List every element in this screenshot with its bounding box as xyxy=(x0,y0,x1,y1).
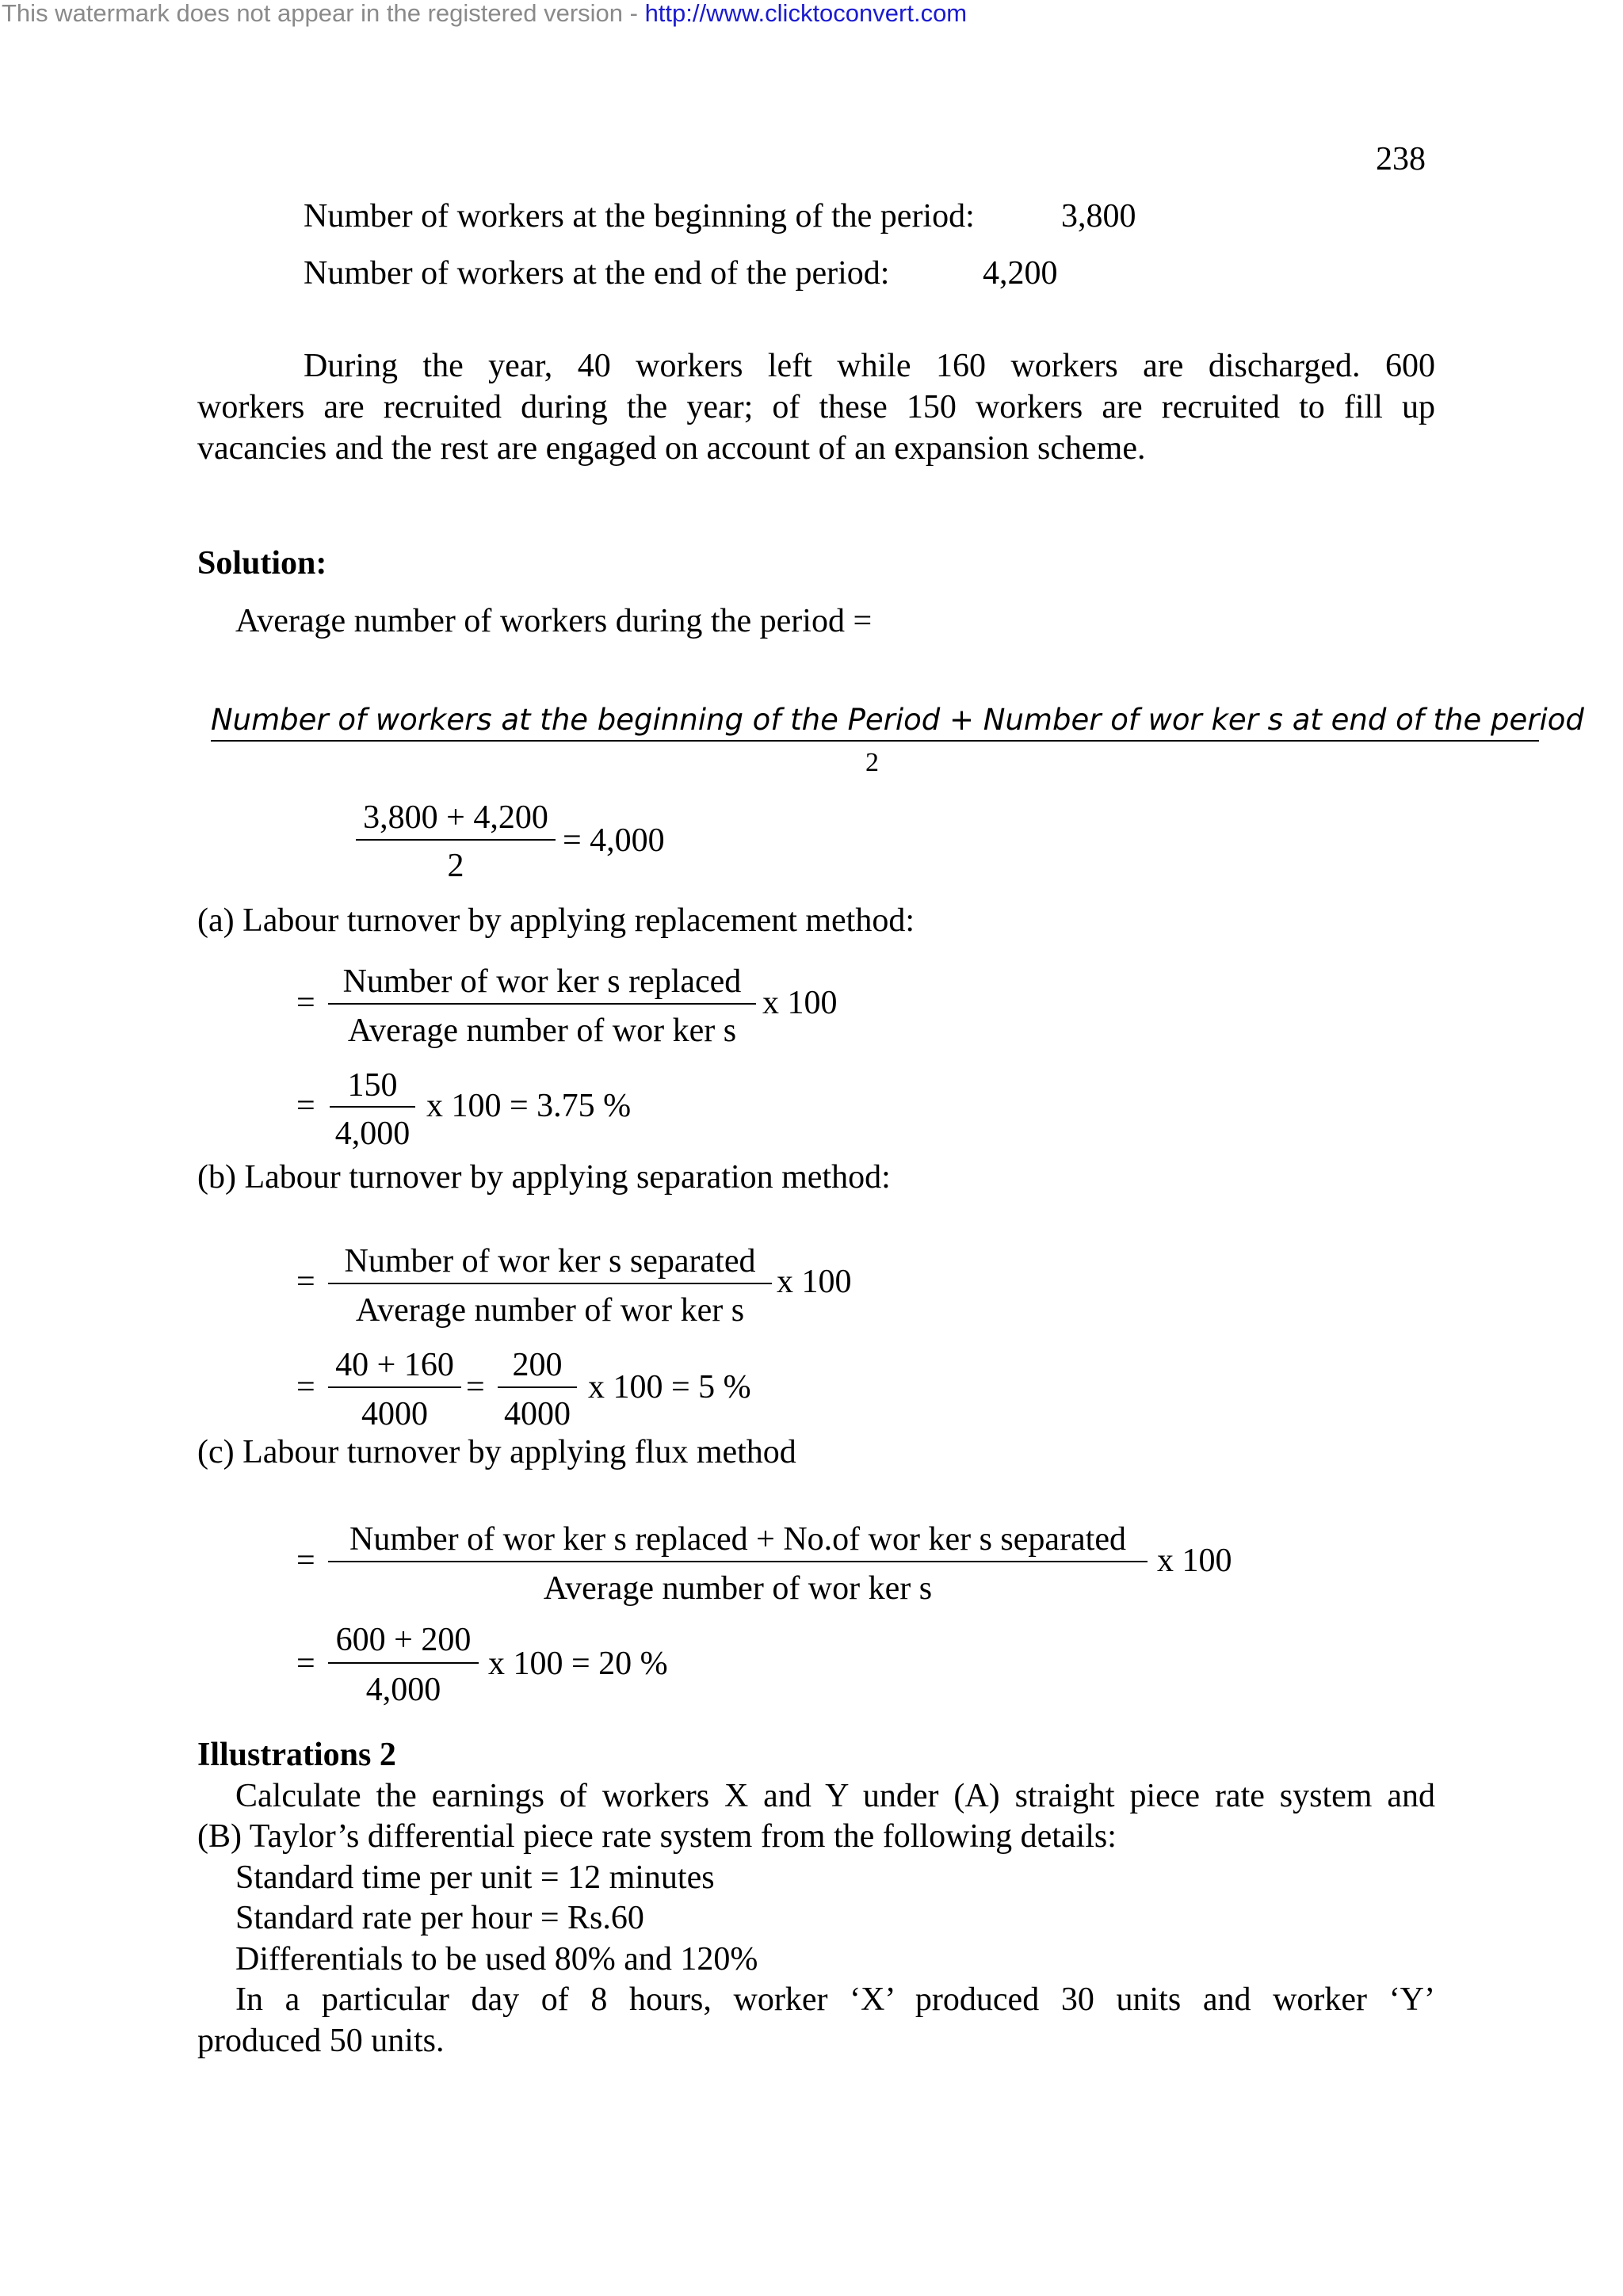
method-a-formula-multiplier: x 100 xyxy=(762,985,838,1021)
method-a-heading: (a) Labour turnover by applying replacement method: xyxy=(197,902,915,939)
method-c-calc-numerator: 600 + 200 xyxy=(335,1622,472,1658)
illustration-line-3: Standard time per unit = 12 minutes xyxy=(235,1859,715,1896)
method-a-calc-numerator: 150 xyxy=(347,1067,398,1104)
paragraph-line-3: vacancies and the rest are engaged on account of an expansion scheme. xyxy=(197,430,1146,467)
method-b-calc2-denominator: 4000 xyxy=(504,1396,571,1432)
average-calc-result: = 4,000 xyxy=(563,822,665,859)
method-a-calc-fraction-bar xyxy=(330,1106,415,1108)
method-c-calc-result: x 100 = 20 % xyxy=(488,1646,668,1682)
watermark xyxy=(2,0,967,28)
watermark-link[interactable]: http://www.clicktoconvert.com xyxy=(644,0,968,27)
page-number: 238 xyxy=(1376,141,1426,177)
method-b-calc1-numerator: 40 + 160 xyxy=(335,1347,454,1383)
method-b-calc2-numerator: 200 xyxy=(512,1347,563,1383)
method-a-formula-fraction-bar xyxy=(328,1003,756,1005)
illustration-line-1: Calculate the earnings of workers X and Y under (A) straight piece rate system and xyxy=(235,1778,1435,1814)
method-b-calc1-denominator: 4000 xyxy=(361,1396,428,1432)
average-calc-numerator: 3,800 + 4,200 xyxy=(363,799,548,836)
given-value-beginning: 3,800 xyxy=(1061,198,1136,235)
watermark-text: This watermark does not appear in the registered version - xyxy=(2,0,645,27)
given-value-end: 4,200 xyxy=(983,255,1058,292)
method-c-formula-denominator: Average number of wor ker s xyxy=(543,1570,933,1607)
method-b-formula-numerator: Number of wor ker s separated xyxy=(344,1243,756,1280)
method-a-calc-equals: = xyxy=(296,1088,315,1124)
method-b-formula-denominator: Average number of wor ker s xyxy=(355,1292,745,1329)
illustration-heading: Illustrations 2 xyxy=(197,1737,396,1773)
method-c-formula-numerator: Number of wor ker s replaced + No.of wor ker s separated xyxy=(349,1521,1126,1558)
paragraph-line-2: workers are recruited during the year; of these 150 workers are recruited to fill up xyxy=(197,389,1435,425)
method-c-calc-fraction-bar xyxy=(328,1662,479,1664)
average-calc-fraction-bar xyxy=(356,839,556,841)
method-b-formula-multiplier: x 100 xyxy=(777,1264,852,1300)
method-c-heading: (c) Labour turnover by applying flux method xyxy=(197,1434,796,1470)
method-b-calc2-fraction-bar xyxy=(498,1386,577,1388)
illustration-line-7: produced 50 units. xyxy=(197,2023,445,2059)
method-c-formula-fraction-bar xyxy=(328,1561,1148,1562)
method-b-calc1-fraction-bar xyxy=(328,1386,461,1388)
method-b-calc-result: x 100 = 5 % xyxy=(588,1369,751,1405)
average-formula-fraction-bar xyxy=(211,740,1539,742)
average-calc-denominator: 2 xyxy=(447,848,464,884)
given-label-end: Number of workers at the end of the period: xyxy=(304,255,890,292)
method-b-heading: (b) Labour turnover by applying separation method: xyxy=(197,1159,891,1196)
average-formula-numerator: Number of workers at the beginning of the Period + Number of wor ker s at end of the period xyxy=(211,703,1584,737)
method-c-formula-multiplier: x 100 xyxy=(1157,1543,1232,1579)
illustration-line-4: Standard rate per hour = Rs.60 xyxy=(235,1900,644,1936)
illustration-line-5: Differentials to be used 80% and 120% xyxy=(235,1941,758,1978)
method-c-calc-denominator: 4,000 xyxy=(365,1672,441,1708)
method-b-formula-fraction-bar xyxy=(328,1283,772,1284)
method-a-equals: = xyxy=(296,985,315,1021)
method-a-formula-denominator: Average number of wor ker s xyxy=(347,1013,737,1049)
method-c-equals: = xyxy=(296,1543,315,1579)
paragraph-line-1: During the year, 40 workers left while 160 workers are discharged. 600 xyxy=(304,348,1435,384)
method-a-calc-result: x 100 = 3.75 % xyxy=(426,1088,632,1124)
illustration-line-6: In a particular day of 8 hours, worker ‘X’ produced 30 units and worker ‘Y’ xyxy=(235,1981,1435,2018)
given-label-beginning: Number of workers at the beginning of the period: xyxy=(304,198,975,235)
solution-heading: Solution: xyxy=(197,545,327,582)
method-c-calc-equals: = xyxy=(296,1646,315,1682)
illustration-line-2: (B) Taylor’s differential piece rate system from the following details: xyxy=(197,1818,1117,1855)
method-b-calc-middle-equals: = xyxy=(466,1369,485,1405)
method-b-calc-equals: = xyxy=(296,1369,315,1405)
method-b-equals: = xyxy=(296,1264,315,1300)
method-a-calc-denominator: 4,000 xyxy=(334,1116,411,1152)
average-formula-denominator: 2 xyxy=(865,748,879,777)
average-intro: Average number of workers during the period = xyxy=(235,603,873,639)
method-a-formula-numerator: Number of wor ker s replaced xyxy=(342,963,742,1000)
